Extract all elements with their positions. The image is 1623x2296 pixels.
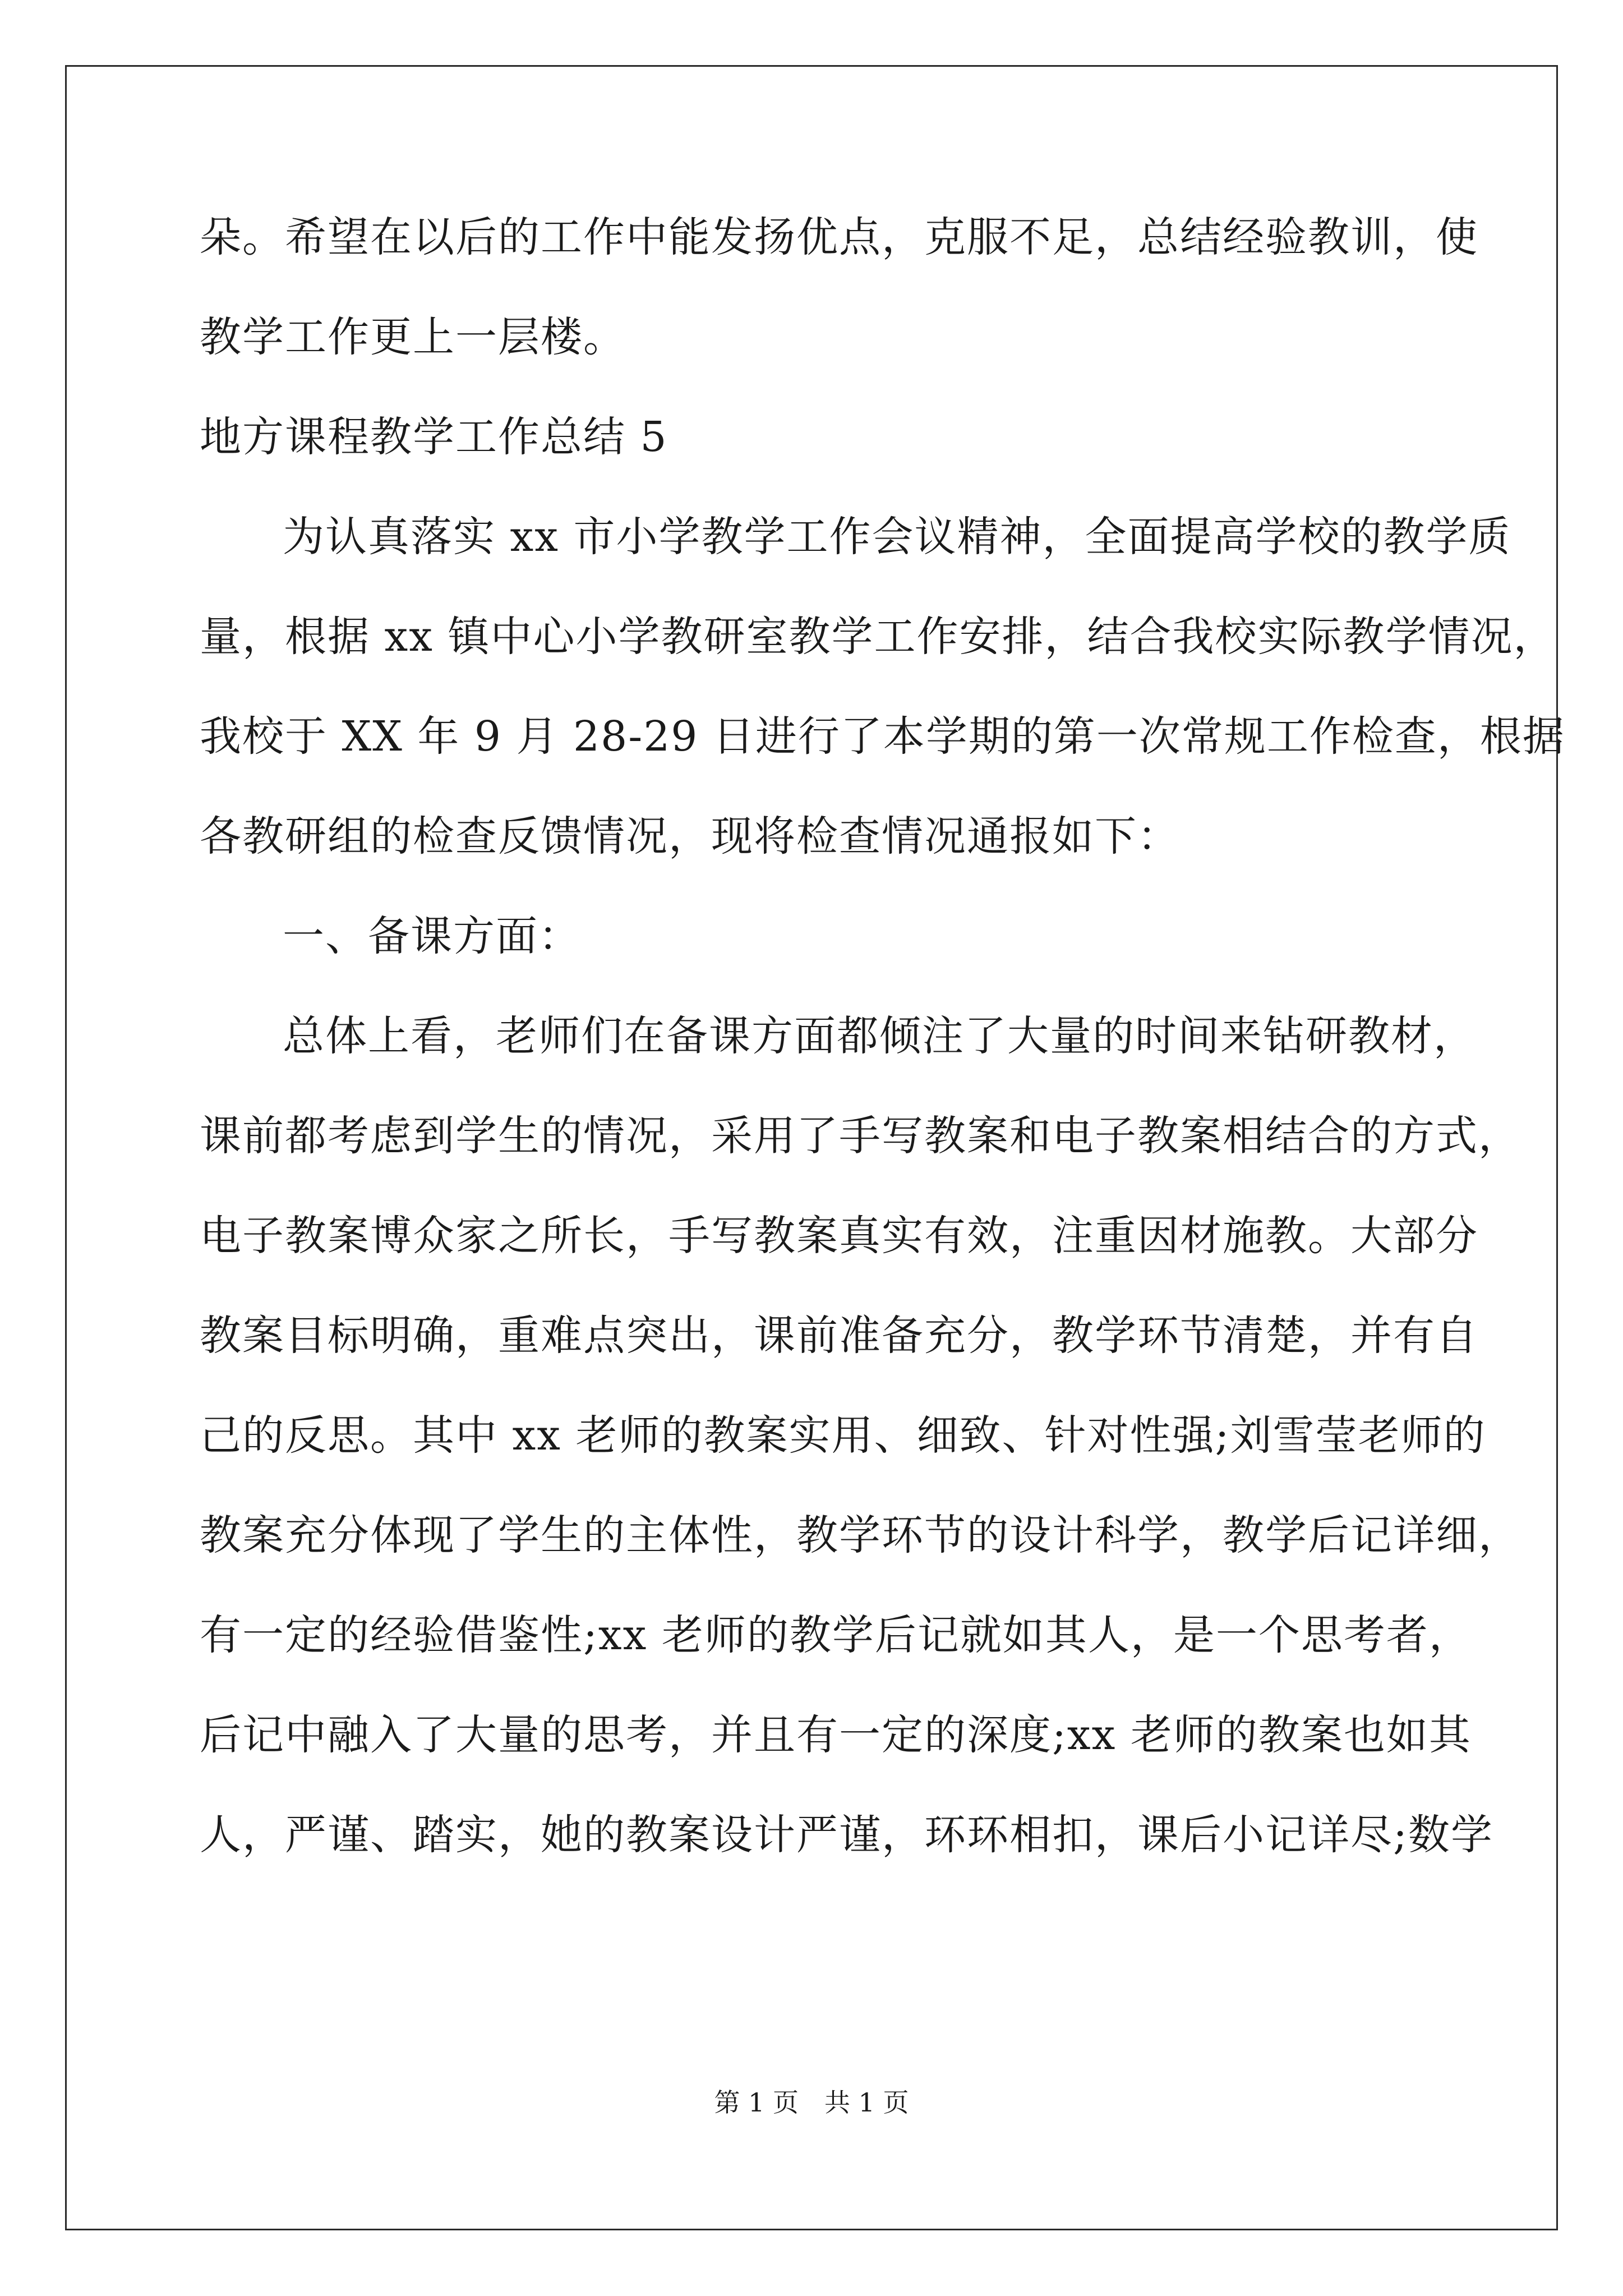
text-line-7: 各教研组的检查反馈情况，现将检查情况通报如下： — [200, 812, 1180, 861]
subsection-heading: 一、备课方面： — [283, 912, 581, 960]
text-line-2: 教学工作更上一层楼。 — [200, 313, 626, 361]
text-line-11: 电子教案博众家之所长，手写教案真实有效，注重因材施教。大部分 — [200, 1212, 1478, 1260]
text-line-1: 朵。希望在以后的工作中能发扬优点，克服不足，总结经验教训，使 — [200, 213, 1478, 261]
text-line-9: 总体上看，老师们在备课方面都倾注了大量的时间来钻研教材， — [283, 1012, 1476, 1060]
document-body — [200, 212, 1565, 1860]
text-line-17: 人，严谨、踏实，她的教案设计严谨，环环相扣，课后小记详尽;数学 — [200, 1811, 1493, 1859]
text-line-13: 己的反思。其中 xx 老师的教案实用、细致、针对性强;刘雪莹老师的 — [200, 1411, 1486, 1460]
text-line-6: 我校于 XX 年 9 月 28-29 日进行了本学期的第一次常规工作检查，根据 — [200, 712, 1565, 761]
text-line-12: 教案目标明确，重难点突出，课前准备充分，教学环节清楚，并有自 — [200, 1312, 1478, 1360]
text-line-4: 为认真落实 xx 市小学教学工作会议精神，全面提高学校的教学质 — [283, 513, 1511, 561]
text-line-10: 课前都考虑到学生的情况，采用了手写教案和电子教案相结合的方式， — [200, 1112, 1521, 1160]
text-line-15: 有一定的经验借鉴性;xx 老师的教学后记就如其人，是一个思考者， — [200, 1611, 1472, 1659]
page-footer: 第 1 页 共 1 页 — [714, 2087, 909, 2118]
section-heading: 地方课程教学工作总结 5 — [200, 413, 668, 461]
text-line-14: 教案充分体现了学生的主体性，教学环节的设计科学，教学后记详细， — [200, 1511, 1521, 1559]
text-line-16: 后记中融入了大量的思考，并且有一定的深度;xx 老师的教案也如其 — [200, 1711, 1472, 1759]
text-line-5: 量，根据 xx 镇中心小学教研室教学工作安排，结合我校实际教学情况， — [200, 613, 1556, 661]
